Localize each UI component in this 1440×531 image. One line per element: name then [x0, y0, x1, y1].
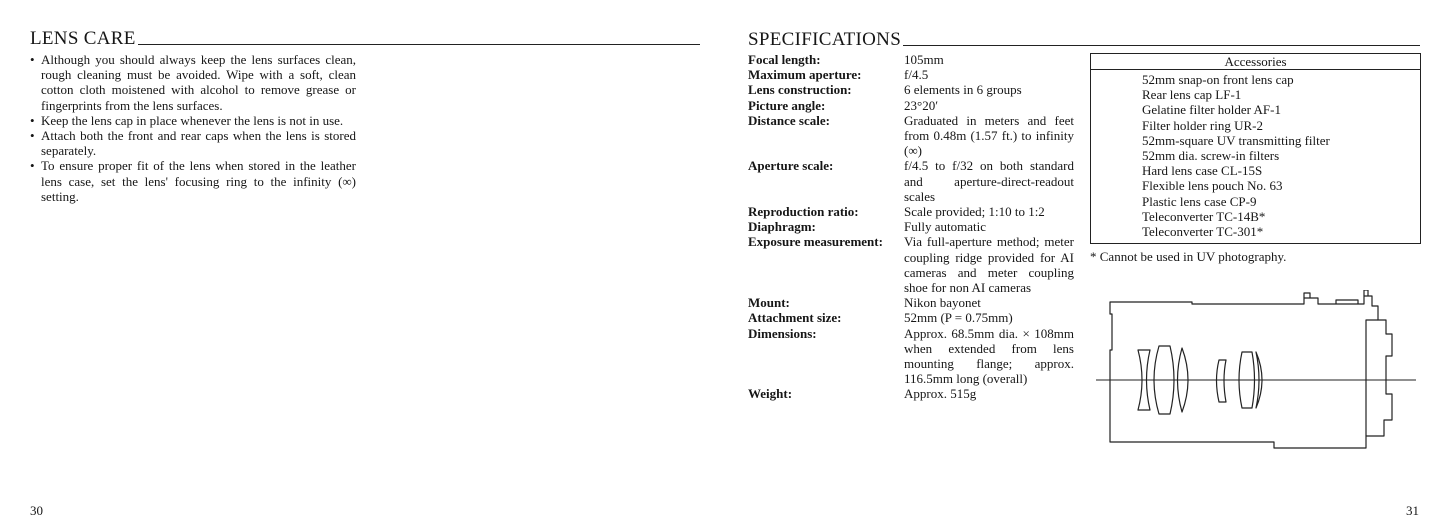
accessory-item: 52mm snap-on front lens cap	[1142, 72, 1294, 87]
lens-cross-section-icon	[1096, 290, 1416, 460]
spec-value: Approx. 515g	[904, 386, 977, 402]
spec-label: Dimensions:	[748, 325, 817, 341]
spec-label: Exposure measurement:	[748, 234, 883, 250]
accessory-item: 52mm dia. screw-in filters	[1142, 148, 1280, 164]
spec-row	[748, 113, 1076, 159]
spec-row	[748, 52, 1076, 67]
spec-row	[748, 158, 1076, 204]
spec-value: Graduated in meters and feet from 0.48m (1.57 ft.) to infinity (∞)	[904, 112, 1074, 159]
right-page	[720, 0, 1440, 531]
spec-row	[748, 82, 1076, 97]
heading-rule	[903, 45, 1420, 46]
accessories-note: * Cannot be used in UV photography.	[1090, 249, 1287, 264]
spec-value: 6 elements in 6 groups	[904, 82, 1022, 98]
list-item: • Although you should always keep the lens surfaces clean, rough cleaning must be avoided. Wipe with a soft, clean cotton cloth moistened with alcohol to remove grease or fingerprints from the lens surfaces.	[30, 52, 356, 113]
accessories-list	[1091, 72, 1420, 239]
accessories-box	[1090, 53, 1421, 244]
spec-value: 23°20′	[904, 97, 939, 113]
lens-care-list	[30, 52, 356, 204]
accessory-item: Plastic lens case CP-9	[1142, 193, 1257, 209]
accessory-item: Teleconverter TC-301*	[1142, 224, 1264, 240]
specifications-heading-row	[748, 30, 1420, 50]
list-item: • Keep the lens cap in place whenever the lens is not in use.	[30, 113, 356, 128]
accessory-item: 52mm-square UV transmitting filter	[1142, 132, 1330, 148]
page-number: 30	[30, 503, 43, 518]
spec-label: Maximum aperture:	[748, 67, 862, 83]
spec-value: Fully automatic	[904, 219, 986, 235]
page-number: 31	[1406, 503, 1419, 518]
spec-row	[748, 67, 1076, 82]
accessory-item: Rear lens cap LF-1	[1142, 87, 1242, 103]
spec-value: 52mm (P = 0.75mm)	[904, 310, 1013, 326]
spec-label: Distance scale:	[748, 112, 830, 128]
accessory-item: Teleconverter TC-14B*	[1142, 208, 1266, 224]
spec-label: Mount:	[748, 295, 790, 311]
spec-row	[748, 386, 1076, 401]
spec-label: Lens construction:	[748, 82, 852, 98]
accessory-item: Flexible lens pouch No. 63	[1142, 178, 1283, 194]
spec-label: Weight:	[748, 386, 793, 402]
specifications-heading: SPECIFICATIONS	[748, 29, 902, 50]
spec-row	[748, 295, 1076, 310]
list-item: • To ensure proper fit of the lens when stored in the leather lens case, set the lens' focusing ring to the infinity (∞) setting.	[30, 158, 356, 204]
accessory-item: Gelatine filter holder AF-1	[1142, 102, 1281, 118]
spec-label: Diaphragm:	[748, 219, 816, 235]
spec-label: Focal length:	[748, 52, 821, 67]
heading-rule	[138, 44, 700, 45]
spec-value: Scale provided; 1:10 to 1:2	[904, 204, 1045, 220]
spec-row	[748, 326, 1076, 387]
spec-value: f/4.5 to f/32 on both standard and aperture-direct-readout scales	[904, 158, 1074, 204]
spec-value: f/4.5	[904, 67, 929, 83]
spec-row	[748, 310, 1076, 325]
lens-care-heading: LENS CARE	[30, 28, 136, 49]
spec-value: 105mm	[904, 52, 944, 67]
spec-row	[748, 204, 1076, 219]
accessory-item: Hard lens case CL-15S	[1142, 163, 1263, 179]
accessories-title: Accessories	[1091, 54, 1420, 70]
spec-value: Nikon bayonet	[904, 295, 981, 311]
spec-label: Reproduction ratio:	[748, 204, 859, 220]
spec-row	[748, 219, 1076, 234]
spec-row	[748, 98, 1076, 113]
spec-row	[748, 234, 1076, 295]
spec-value: Approx. 68.5mm dia. × 108mm when extended from lens mounting flange; approx. 116.5mm long (overall)	[904, 325, 1074, 387]
spec-label: Aperture scale:	[748, 158, 834, 174]
spec-value: Via full-aperture method; meter coupling ridge provided for AI cameras and meter coupling shoe for non AI cameras	[904, 234, 1074, 296]
spec-label: Picture angle:	[748, 97, 826, 113]
specifications-table	[748, 52, 1076, 402]
spec-label: Attachment size:	[748, 310, 842, 326]
lens-care-heading-row	[30, 29, 700, 49]
list-item: • Attach both the front and rear caps when the lens is stored separately.	[30, 128, 356, 158]
accessory-item: Filter holder ring UR-2	[1142, 117, 1263, 133]
